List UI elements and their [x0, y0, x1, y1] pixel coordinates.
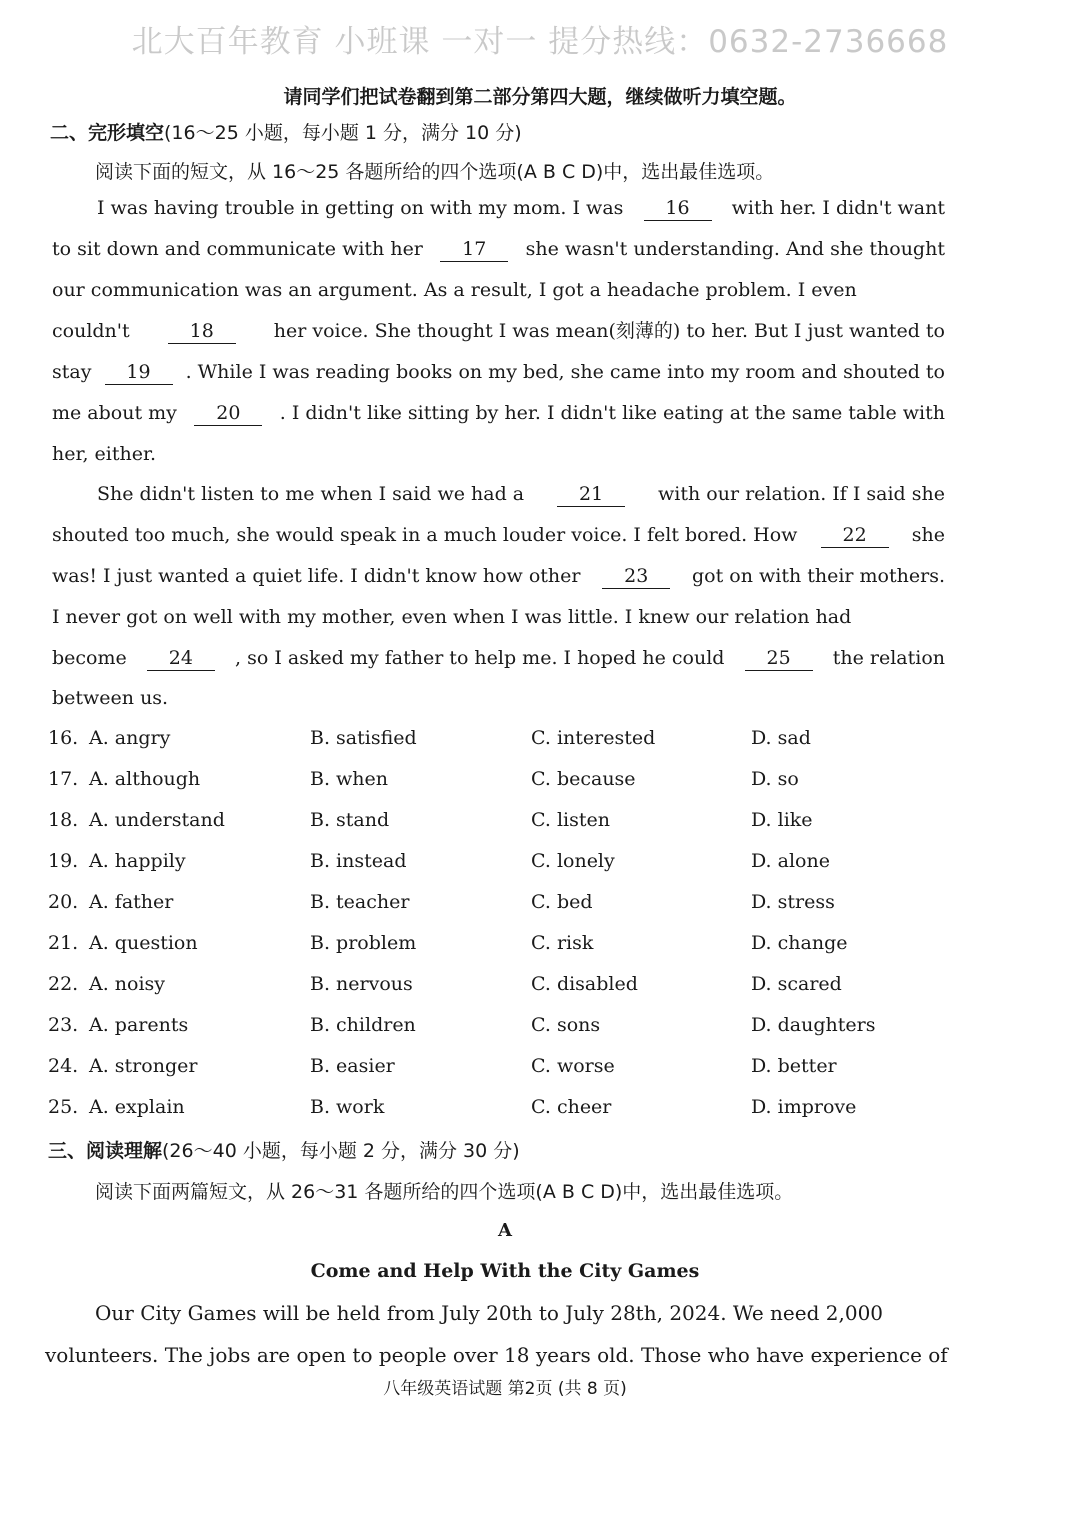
option-c: C. lonely: [531, 850, 615, 872]
question-number: 20.: [48, 891, 79, 913]
passage-line: [52, 352, 945, 393]
option-d: D. sad: [751, 727, 811, 749]
option-row-17: [48, 759, 928, 800]
section2-heading: [50, 118, 522, 145]
option-c: C. sons: [531, 1014, 601, 1036]
passage-a-line: volunteers. The jobs are open to people over 18 years old. Those who have experience of: [45, 1343, 948, 1367]
option-b: B. instead: [310, 850, 407, 872]
text-segment: her, either.: [52, 443, 157, 465]
section3-title: 三、阅读理解: [48, 1140, 163, 1162]
passage-line: [52, 515, 945, 556]
page-footer: 八年级英语试题 第2页 (共 8 页): [383, 1379, 627, 1399]
question-number: 18.: [48, 809, 79, 831]
blank-20: 20: [194, 401, 262, 426]
option-row-25: [48, 1087, 928, 1128]
text-segment: between us.: [52, 687, 169, 709]
option-d: D. change: [751, 932, 848, 954]
option-a: A. angry: [89, 727, 171, 749]
passage-line: [52, 188, 945, 229]
blank-21: 21: [557, 482, 625, 507]
text-segment: was! I just wanted a quiet life. I didn't know how other: [52, 565, 581, 587]
option-row-19: [48, 841, 928, 882]
option-d: D. better: [751, 1055, 837, 1077]
question-number: 23.: [48, 1014, 79, 1036]
blank-23: 23: [602, 564, 670, 589]
question-number: 17.: [48, 768, 79, 790]
section3-instruction: 阅读下面两篇短文，从 26～31 各题所给的四个选项(A B C D)中，选出最佳选项。: [95, 1181, 794, 1203]
option-a: A. parents: [89, 1014, 189, 1036]
option-d: D. alone: [751, 850, 830, 872]
blank-17: 17: [440, 237, 508, 262]
question-number: 24.: [48, 1055, 79, 1077]
section2-title: 二、完形填空: [50, 122, 165, 144]
option-c: C. worse: [531, 1055, 615, 1077]
section2-instruction: 阅读下面的短文，从 16～25 各题所给的四个选项(A B C D)中，选出最佳选项。: [95, 161, 775, 183]
option-b: B. when: [310, 768, 389, 790]
option-d: D. like: [751, 809, 813, 831]
text-segment: I was having trouble in getting on with my mom. I was: [97, 197, 624, 219]
passage-line: [52, 393, 945, 434]
option-row-16: [48, 718, 928, 759]
text-segment: she wasn't understanding. And she thought: [525, 238, 945, 260]
blank-25: 25: [745, 646, 813, 671]
option-b: B. nervous: [310, 973, 413, 995]
option-a: A. father: [89, 891, 174, 913]
option-b: B. easier: [310, 1055, 395, 1077]
text-segment: stay: [52, 361, 92, 383]
section2-detail: (16～25 小题，每小题 1 分，满分 10 分): [164, 122, 522, 144]
text-segment: . While I was reading books on my bed, she came into my room and shouted to: [185, 361, 945, 383]
option-b: B. work: [310, 1096, 385, 1118]
option-c: C. cheer: [531, 1096, 612, 1118]
option-c: C. risk: [531, 932, 594, 954]
option-c: C. listen: [531, 809, 610, 831]
passage-line: [52, 556, 945, 597]
option-row-21: [48, 923, 928, 964]
watermark-text: 北大百年教育 小班课 一对一 提分热线：0632-2736668: [131, 24, 949, 60]
option-c: C. interested: [531, 727, 656, 749]
option-a: A. stronger: [89, 1055, 198, 1077]
passage-title: Come and Help With the City Games: [310, 1260, 700, 1282]
option-d: D. stress: [751, 891, 835, 913]
option-c: C. bed: [531, 891, 593, 913]
option-b: B. satisfied: [310, 727, 417, 749]
notice-text: 请同学们把试卷翻到第二部分第四大题，继续做听力填空题。: [283, 86, 797, 108]
passage-line: [52, 678, 945, 719]
blank-18: 18: [168, 319, 236, 344]
text-segment: her voice. She thought I was mean(刻薄的) to her. But I just wanted to: [273, 320, 945, 342]
text-segment: our communication was an argument. As a result, I got a headache problem. I even: [52, 279, 857, 301]
passage-line: [52, 638, 945, 679]
passage-line: [52, 270, 945, 311]
question-number: 19.: [48, 850, 79, 872]
option-b: B. teacher: [310, 891, 410, 913]
question-number: 25.: [48, 1096, 79, 1118]
text-segment: me about my: [52, 402, 177, 424]
question-number: 16.: [48, 727, 79, 749]
option-a: A. explain: [89, 1096, 185, 1118]
option-row-18: [48, 800, 928, 841]
option-row-24: [48, 1046, 928, 1087]
option-a: A. noisy: [89, 973, 166, 995]
blank-16: 16: [644, 196, 712, 221]
passage-line: [52, 434, 945, 475]
passage-label: A: [498, 1220, 512, 1241]
section3-heading: [48, 1136, 520, 1163]
option-a: A. question: [89, 932, 198, 954]
text-segment: with her. I didn't want: [731, 197, 945, 219]
option-b: B. stand: [310, 809, 390, 831]
text-segment: the relation: [832, 647, 945, 669]
option-d: D. so: [751, 768, 799, 790]
option-a: A. understand: [89, 809, 225, 831]
option-c: C. because: [531, 768, 636, 790]
text-segment: She didn't listen to me when I said we had a: [97, 483, 525, 505]
blank-19: 19: [105, 360, 173, 385]
text-segment: shouted too much, she would speak in a much louder voice. I felt bored. How: [52, 524, 798, 546]
question-number: 21.: [48, 932, 79, 954]
option-row-23: [48, 1005, 928, 1046]
option-a: A. although: [89, 768, 201, 790]
text-segment: couldn't: [52, 320, 130, 342]
text-segment: to sit down and communicate with her: [52, 238, 423, 260]
text-segment: got on with their mothers.: [691, 565, 945, 587]
option-b: B. problem: [310, 932, 417, 954]
text-segment: become: [52, 647, 127, 669]
passage-line: [52, 311, 945, 352]
option-d: D. daughters: [751, 1014, 876, 1036]
option-b: B. children: [310, 1014, 416, 1036]
option-row-22: [48, 964, 928, 1005]
blank-22: 22: [821, 523, 889, 548]
passage-line: [52, 229, 945, 270]
option-d: D. scared: [751, 973, 842, 995]
text-segment: . I didn't like sitting by her. I didn't like eating at the same table with: [279, 402, 945, 424]
text-segment: with our relation. If I said she: [658, 483, 945, 505]
blank-24: 24: [147, 646, 215, 671]
passage-line: [52, 597, 945, 638]
text-segment: I never got on well with my mother, even when I was little. I knew our relation had: [52, 606, 852, 628]
passage-a-line: Our City Games will be held from July 20th to July 28th, 2024. We need 2,000: [95, 1301, 884, 1325]
section3-detail: (26～40 小题，每小题 2 分，满分 30 分): [162, 1140, 520, 1162]
option-d: D. improve: [751, 1096, 857, 1118]
text-segment: , so I asked my father to help me. I hoped he could: [235, 647, 725, 669]
option-a: A. happily: [89, 850, 186, 872]
option-c: C. disabled: [531, 973, 638, 995]
question-number: 22.: [48, 973, 79, 995]
passage-line: [52, 474, 945, 515]
text-segment: she: [911, 524, 945, 546]
option-row-20: [48, 882, 928, 923]
